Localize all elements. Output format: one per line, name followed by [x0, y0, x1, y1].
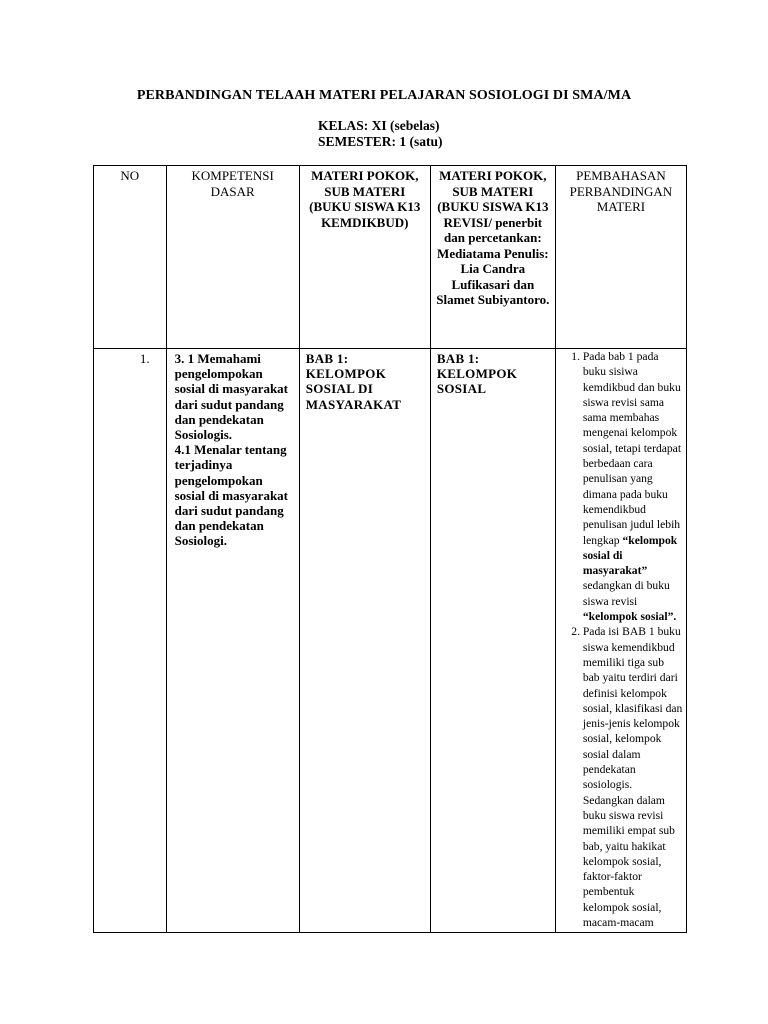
kd-3-1: 3. 1 Memahami pengelompokan sosial di masyarakat dari sudut pandang dan pendekatan Sosiologis. — [174, 351, 289, 443]
header-pembahasan: PEMBAHASAN PERBANDINGAN MATERI — [555, 166, 686, 349]
row-number-cell: 1. — [94, 349, 167, 933]
materi-kemdikbud-cell: BAB 1: KELOMPOK SOSIAL DI MASYARAKAT — [299, 349, 430, 933]
materi-revisi-cell: BAB 1: KELOMPOK SOSIAL — [430, 349, 555, 933]
document-meta — [318, 118, 443, 150]
pembahasan-cell — [555, 349, 686, 933]
header-materi-revisi: MATERI POKOK, SUB MATERI (BUKU SISWA K13 REVISI/ penerbit dan percetankan: Mediatama Penulis: Lia Candra Lufikasari dan Slamet Subiyantoro. — [430, 166, 555, 349]
header-materi-kemdikbud: MATERI POKOK, SUB MATERI (BUKU SISWA K13 KEMDIKBUD) — [299, 166, 430, 349]
pembahasan-item-1: 1. Pada bab 1 pada buku sisiwa kemdikbud dan buku siswa revisi sama sama membahas mengenai kelompok sosial, tetapi terdapat berbedaan cara penulisan yang dimana pada buku kemendikbud penulisan judul lebih lengkap “kelompok sosial di masyarakat” sedangkan di buku siswa revisi “kelompok sosial”. — [583, 349, 683, 624]
header-no: NO — [94, 166, 167, 349]
table-header-row — [94, 166, 687, 349]
semester-label: SEMESTER: 1 (satu) — [318, 134, 443, 149]
pembahasan-item-2: 2. Pada isi BAB 1 buku siswa kemendikbud memiliki tiga sub bab yaitu terdiri dari definisi kelompok sosial, klasifikasi dan jenis-jenis kelompok sosial, kelompok sosial dalam pendekatan sosiologis. Sedangkan dalam buku siswa revisi memiliki empat sub bab, yaitu hakikat kelompok sosial, faktor-faktor pembentuk kelompok sosial, macam-macam — [583, 624, 683, 930]
table-row — [94, 349, 687, 933]
kelas-label: KELAS: XI (sebelas) — [318, 118, 440, 133]
kompetensi-dasar-cell — [166, 349, 299, 933]
comparison-table — [93, 165, 687, 933]
kd-4-1: 4.1 Menalar tentang terjadinya pengelompokan sosial di masyarakat dari sudut pandang dan pendekatan Sosiologi. — [174, 442, 289, 549]
document-title: PERBANDINGAN TELAAH MATERI PELAJARAN SOSIOLOGI DI SMA/MA — [136, 88, 632, 103]
header-kompetensi-dasar: KOMPETENSI DASAR — [166, 166, 299, 349]
